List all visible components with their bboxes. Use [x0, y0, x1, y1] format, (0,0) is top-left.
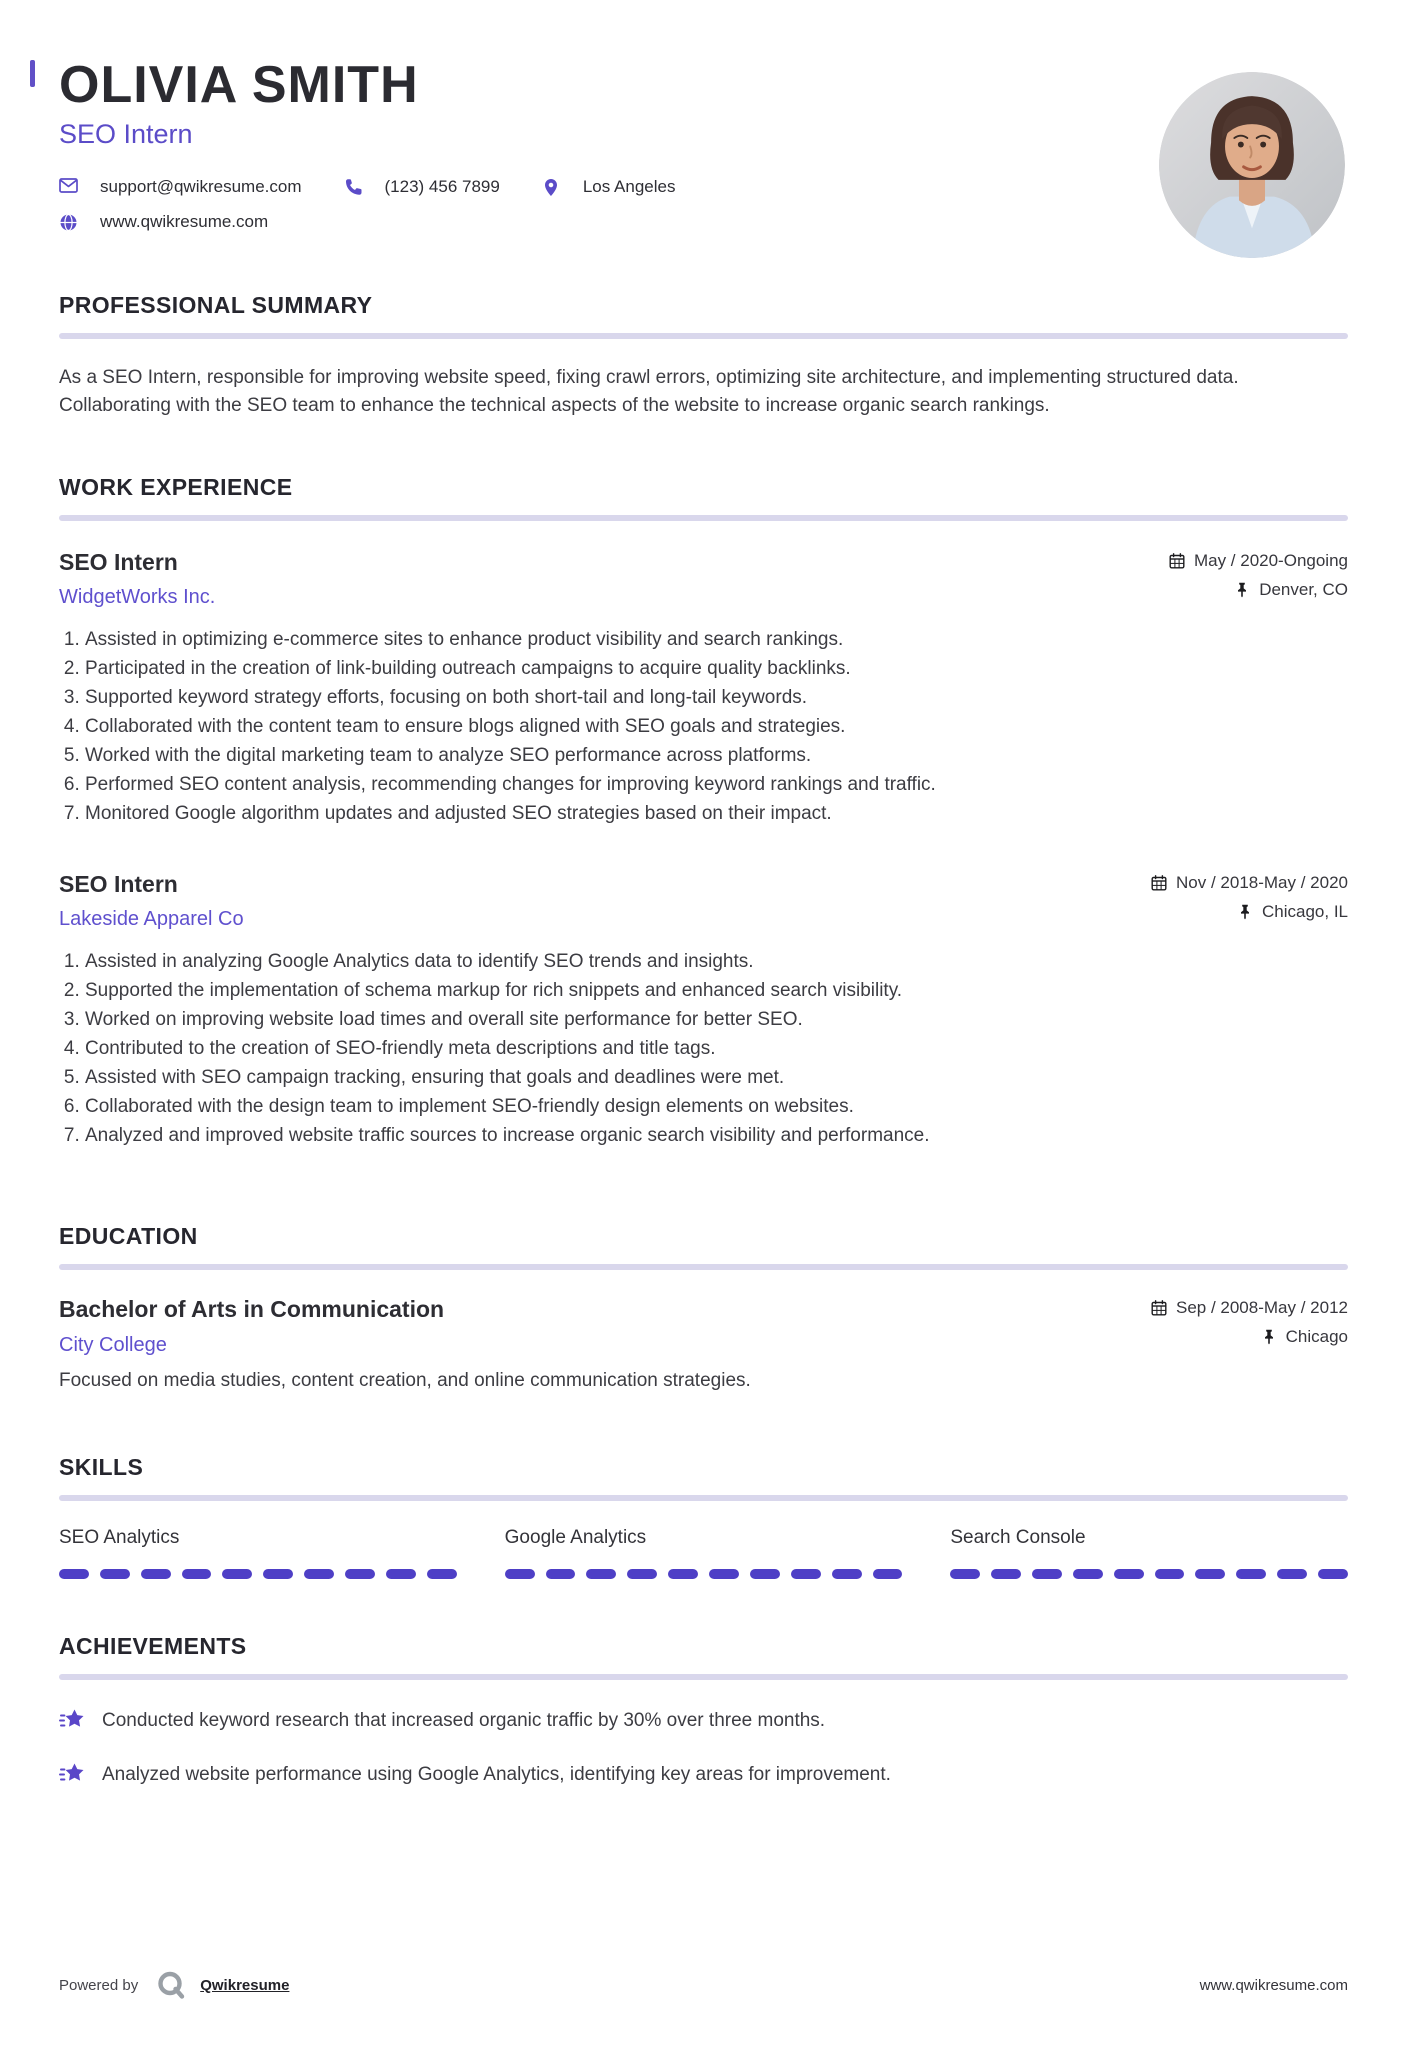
contact-phone-text: (123) 456 7899: [384, 177, 500, 197]
job-bullet: 2. Participated in the creation of link-building outreach campaigns to acquire quality backlinks.: [85, 656, 1348, 682]
section-skills: [59, 1454, 1348, 1579]
job-location-text: Denver, CO: [1259, 580, 1348, 600]
job-bullet: 3. Supported keyword strategy efforts, focusing on both short-tail and long-tail keywords.: [85, 685, 1348, 711]
achievement-text: Conducted keyword research that increased organic traffic by 30% over three months.: [102, 1709, 826, 1731]
skill-level-dash: [1114, 1569, 1144, 1579]
skill-item: [950, 1527, 1348, 1579]
qwikresume-link[interactable]: Qwikresume: [200, 1976, 290, 1994]
contact-website: [59, 212, 268, 232]
profile-photo: [1159, 72, 1345, 258]
page-footer: [59, 1970, 1348, 2000]
section-professional-summary: [59, 292, 1348, 420]
job-bullet: 5. Assisted with SEO campaign tracking, ensuring that goals and deadlines were met.: [85, 1065, 1348, 1091]
skill-level-bar: [950, 1569, 1348, 1579]
star-badge-icon: [59, 1761, 86, 1788]
contact-row-secondary: [59, 212, 1348, 232]
job-bullet-list: [59, 627, 1348, 827]
section-work-experience: [59, 474, 1348, 1149]
skill-level-dash: [750, 1569, 780, 1579]
section-achievements: [59, 1633, 1348, 1788]
skill-level-dash: [182, 1569, 212, 1579]
person-job-title: SEO Intern: [59, 119, 193, 150]
education-location-text: Chicago: [1285, 1327, 1348, 1347]
phone-icon: [344, 178, 363, 197]
job-bullet: 1. Assisted in optimizing e-commerce sites to enhance product visibility and search rankings.: [85, 627, 1348, 653]
job-bullet: 4. Collaborated with the content team to ensure blogs aligned with SEO goals and strategies.: [85, 714, 1348, 740]
skill-level-dash: [386, 1569, 416, 1579]
education-heading: EDUCATION: [59, 1223, 198, 1250]
contact-location: [542, 177, 676, 197]
education-school-link[interactable]: City College: [59, 1334, 167, 1357]
skill-name: Search Console: [950, 1527, 1086, 1549]
job-bullet: 3. Worked on improving website load times and overall site performance for better SEO.: [85, 1007, 1348, 1033]
job-entry: [59, 871, 1348, 1149]
qwikresume-logo-icon: [156, 1970, 186, 2000]
contact-location-text: Los Angeles: [582, 177, 676, 197]
email-icon: [59, 178, 78, 197]
skill-level-dash: [627, 1569, 657, 1579]
skill-level-dash: [1318, 1569, 1348, 1579]
achievement-item: [59, 1707, 1348, 1734]
skill-level-dash: [304, 1569, 334, 1579]
footer-website: www.qwikresume.com: [1199, 1976, 1348, 1994]
skill-level-bar: [59, 1569, 457, 1579]
skill-level-dash: [100, 1569, 130, 1579]
skill-level-dash: [427, 1569, 457, 1579]
section-divider: [59, 1674, 1348, 1680]
skill-level-dash: [832, 1569, 862, 1579]
skill-level-dash: [791, 1569, 821, 1579]
job-company-link[interactable]: WidgetWorks Inc.: [59, 586, 216, 609]
education-location: [1151, 1327, 1348, 1347]
summary-text: As a SEO Intern, responsible for improving website speed, fixing crawl errors, optimizing site architecture, and implementing structured data. Collaborating with the SEO team to enhance the technical aspects of the website to increase organic search rankings.: [59, 367, 1239, 417]
job-dates: [1151, 873, 1348, 893]
calendar-icon: [1151, 875, 1167, 891]
skill-level-dash: [991, 1569, 1021, 1579]
calendar-icon: [1169, 553, 1185, 569]
skill-level-dash: [668, 1569, 698, 1579]
job-title: SEO Intern: [59, 871, 178, 898]
work-experience-heading: WORK EXPERIENCE: [59, 474, 293, 501]
resume-page: [0, 56, 1407, 1788]
skills-heading: SKILLS: [59, 1454, 144, 1481]
skill-level-dash: [873, 1569, 903, 1579]
skill-level-dash: [59, 1569, 89, 1579]
pushpin-icon: [1237, 904, 1253, 920]
globe-icon: [59, 213, 78, 232]
job-bullet: 7. Analyzed and improved website traffic sources to increase organic search visibility and performance.: [85, 1123, 1348, 1149]
section-education: [59, 1223, 1348, 1392]
skill-level-dash: [709, 1569, 739, 1579]
job-bullet: 6. Performed SEO content analysis, recommending changes for improving keyword rankings and traffic.: [85, 772, 1348, 798]
job-entry: [59, 549, 1348, 827]
job-location-text: Chicago, IL: [1262, 902, 1348, 922]
achievements-heading: ACHIEVEMENTS: [59, 1633, 247, 1660]
skill-level-dash: [1155, 1569, 1185, 1579]
skill-name: SEO Analytics: [59, 1527, 180, 1549]
job-bullet: 2. Supported the implementation of schema markup for rich snippets and enhanced search visibility.: [85, 978, 1348, 1004]
powered-by-label: Powered by: [59, 1976, 139, 1994]
contact-row-primary: [59, 177, 1348, 197]
skill-level-dash: [1277, 1569, 1307, 1579]
job-dates-text: Nov / 2018-May / 2020: [1176, 873, 1348, 893]
achievement-item: [59, 1761, 1348, 1788]
skill-item: [59, 1527, 457, 1579]
skill-level-dash: [141, 1569, 171, 1579]
job-bullet: 5. Worked with the digital marketing team to analyze SEO performance across platforms.: [85, 743, 1348, 769]
section-divider: [59, 333, 1348, 339]
skill-level-dash: [586, 1569, 616, 1579]
person-name: OLIVIA SMITH: [59, 56, 419, 114]
section-divider: [59, 515, 1348, 521]
job-bullet: 6. Collaborated with the design team to implement SEO-friendly design elements on websites.: [85, 1094, 1348, 1120]
contact-email-text[interactable]: support@qwikresume.com: [100, 177, 302, 197]
job-bullet-list: [59, 949, 1348, 1149]
achievement-text: Analyzed website performance using Google Analytics, identifying key areas for improvement.: [102, 1763, 891, 1785]
summary-heading: PROFESSIONAL SUMMARY: [59, 292, 373, 319]
skill-item: [505, 1527, 903, 1579]
skill-level-dash: [1073, 1569, 1103, 1579]
section-divider: [59, 1264, 1348, 1270]
skill-level-dash: [546, 1569, 576, 1579]
job-bullet: 1. Assisted in analyzing Google Analytics data to identify SEO trends and insights.: [85, 949, 1348, 975]
education-dates: [1151, 1298, 1348, 1318]
job-dates-text: May / 2020-Ongoing: [1193, 551, 1348, 571]
pushpin-icon: [1234, 582, 1250, 598]
skill-level-dash: [222, 1569, 252, 1579]
pushpin-icon: [1261, 1329, 1277, 1345]
job-location: [1151, 902, 1348, 922]
resume-header: [59, 56, 1348, 232]
job-bullet: 4. Contributed to the creation of SEO-friendly meta descriptions and title tags.: [85, 1036, 1348, 1062]
contact-website-text[interactable]: www.qwikresume.com: [100, 212, 269, 232]
footer-powered-by: [59, 1970, 289, 2000]
location-marker-icon: [542, 178, 561, 197]
job-dates: [1169, 551, 1348, 571]
job-bullet: 7. Monitored Google algorithm updates and adjusted SEO strategies based on their impact.: [85, 801, 1348, 827]
job-title: SEO Intern: [59, 549, 178, 576]
contact-email: [59, 177, 302, 197]
star-badge-icon: [59, 1707, 86, 1734]
job-location: [1169, 580, 1348, 600]
skill-level-dash: [263, 1569, 293, 1579]
education-description: Focused on media studies, content creation, and online communication strategies.: [59, 1370, 751, 1392]
skill-level-dash: [950, 1569, 980, 1579]
section-divider: [59, 1495, 1348, 1501]
skill-level-dash: [505, 1569, 535, 1579]
skill-level-bar: [505, 1569, 903, 1579]
skill-level-dash: [345, 1569, 375, 1579]
skill-level-dash: [1195, 1569, 1225, 1579]
education-dates-text: Sep / 2008-May / 2012: [1175, 1298, 1348, 1318]
skill-level-dash: [1032, 1569, 1062, 1579]
contact-phone: [344, 177, 500, 197]
calendar-icon: [1151, 1300, 1167, 1316]
skill-level-dash: [1236, 1569, 1266, 1579]
education-degree: Bachelor of Arts in Communication: [59, 1296, 445, 1323]
job-company-link[interactable]: Lakeside Apparel Co: [59, 908, 244, 931]
skill-name: Google Analytics: [504, 1527, 647, 1549]
